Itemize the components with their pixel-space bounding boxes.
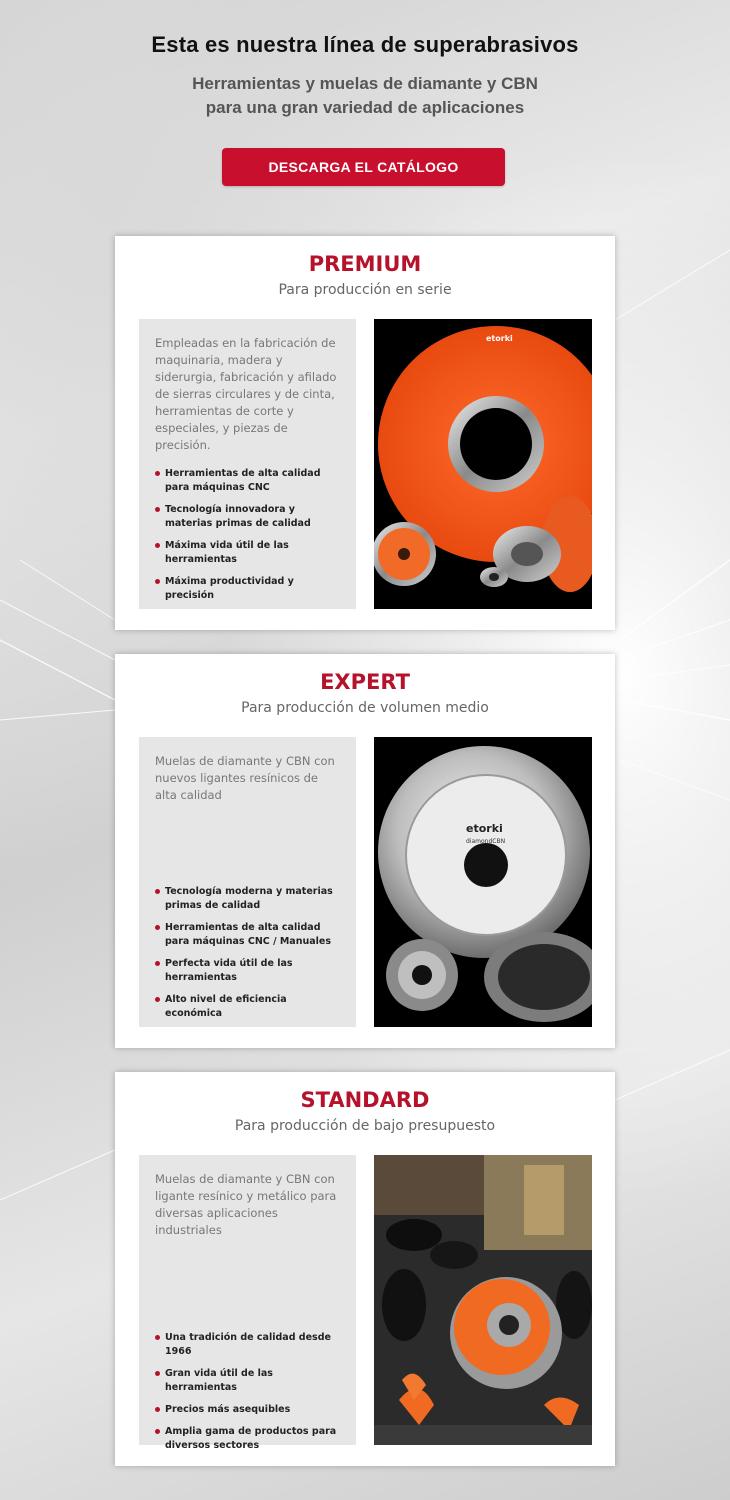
description-text: Muelas de diamante y CBN con nuevos ligantes resínicos de alta calidad [155,754,335,802]
card-premium [115,236,615,630]
card-title: STANDARD [300,1088,430,1112]
list-item: Máxima productividad y precisión [155,575,345,603]
download-catalog-button[interactable]: DESCARGA EL CATÁLOGO [222,148,505,186]
list-item: Herramientas de alta calidad para máquinas CNC / Manuales [155,921,345,949]
product-photo-standard [374,1155,592,1445]
page-subtitle [0,72,730,120]
list-item: Herramientas de alta calidad para máquinas CNC [155,467,345,495]
card-title: PREMIUM [308,252,422,276]
feature-list [155,885,345,1029]
card-subtitle: Para producción de bajo presupuesto [234,1118,496,1134]
product-photo-premium [374,319,592,609]
description-box [139,737,356,1027]
list-item: Amplia gama de productos para diversos sectores [155,1425,345,1453]
description-text: Empleadas en la fabricación de maquinaria, madera y siderurgia, fabricación y afilado de sierras circulares y de cinta, herramientas de corte y especiales, y piezas de precisión. [155,336,337,452]
brand-label: etorki [486,334,513,343]
feature-list [155,1331,345,1461]
card-title: EXPERT [320,670,410,694]
card-expert [115,654,615,1048]
subtitle-line-1: Herramientas y muelas de diamante y CBN [192,74,538,93]
feature-list [155,467,345,611]
grinding-wheels-illustration [374,737,592,1027]
list-item: Tecnología moderna y materias primas de calidad [155,885,345,913]
card-standard [115,1072,615,1466]
product-line-label: diamondCBN [466,838,506,845]
card-subtitle: Para producción de volumen medio [241,700,489,716]
card-subtitle: Para producción en serie [278,282,452,298]
brand-label: etorki [466,822,503,835]
list-item: Gran vida útil de las herramientas [155,1367,345,1395]
list-item: Perfecta vida útil de las herramientas [155,957,345,985]
description-text: Muelas de diamante y CBN con ligante resínico y metálico para diversas aplicaciones industriales [155,1172,337,1237]
list-item: Una tradición de calidad desde 1966 [155,1331,345,1359]
machine-illustration [374,1155,592,1445]
product-photo-expert [374,737,592,1027]
list-item: Precios más asequibles [155,1403,345,1417]
description-box [139,1155,356,1451]
description-box [139,319,356,609]
grinding-wheels-illustration [374,319,592,609]
list-item: Alto nivel de eficiencia económica [155,993,345,1021]
page-title: Esta es nuestra línea de superabrasivos [151,32,579,57]
list-item: Máxima vida útil de las herramientas [155,539,345,567]
list-item: Tecnología innovadora y materias primas de calidad [155,503,345,531]
subtitle-line-2: para una gran variedad de aplicaciones [205,98,525,117]
